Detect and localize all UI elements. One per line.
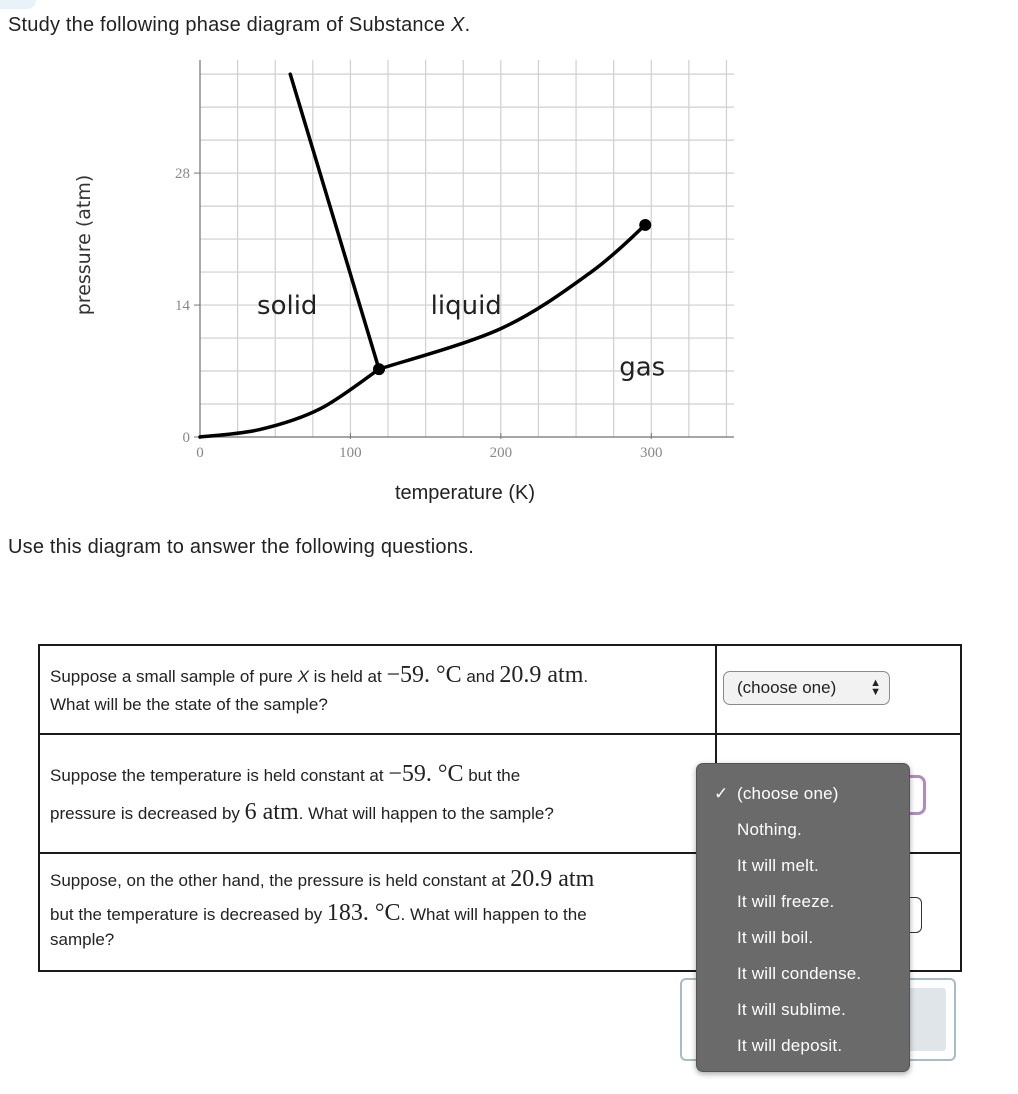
triple-point	[373, 363, 385, 375]
x-axis-label: temperature (K)	[394, 482, 536, 504]
question-1-text: Suppose a small sample of pure X is held at −59. °C and 20.9 atm. What will be the state of the sample?	[50, 661, 589, 714]
select-updown-icon: ▲ ▼	[870, 677, 881, 698]
critical-point	[639, 219, 651, 231]
x-tick-label: 300	[640, 445, 663, 461]
state-select-value: (choose one)	[737, 678, 837, 697]
state-select[interactable]	[723, 671, 890, 705]
y-tick-label: 0	[182, 430, 190, 446]
y-tick-label: 28	[175, 166, 190, 183]
chart-curves	[200, 74, 645, 437]
region-label-liquid: liquid	[430, 291, 502, 322]
chart-ticks	[175, 166, 666, 461]
dropdown-option-nothing[interactable]: Nothing.	[737, 820, 802, 839]
dropdown-option-boil[interactable]: It will boil.	[737, 928, 814, 947]
dropdown-option-freeze[interactable]: It will freeze.	[737, 892, 835, 911]
region-label-gas: gas	[619, 352, 666, 383]
instructions-text: Use this diagram to answer the following questions.	[8, 536, 474, 558]
dropdown-option-condense[interactable]: It will condense.	[737, 964, 862, 983]
region-label-solid: solid	[257, 291, 318, 322]
y-tick-label: 14	[175, 298, 190, 315]
dropdown-option-deposit[interactable]: It will deposit.	[737, 1036, 843, 1055]
question-2-text: Suppose the temperature is held constant at −59. °C but the pressure is decreased by 6 atm. What will happen to the sample?	[50, 760, 554, 825]
dropdown-option-melt[interactable]: It will melt.	[737, 856, 819, 875]
question-3-text: Suppose, on the other hand, the pressure is held constant at 20.9 atm but the temperature is decreased by 183. °C. What will happen to the sample?	[50, 865, 595, 949]
corner-tab	[0, 0, 36, 9]
phase-diagram	[0, 40, 760, 510]
checkmark-icon: ✓	[714, 784, 729, 803]
x-tick-label: 100	[339, 445, 362, 461]
vaporization-curve	[379, 225, 645, 369]
x-tick-label: 0	[196, 445, 204, 461]
x-tick-label: 200	[489, 445, 513, 461]
y-axis-label: pressure (atm)	[73, 174, 95, 316]
dropdown-option-choose-one[interactable]: ✓ (choose one)	[697, 776, 909, 812]
dropdown-option-sublime[interactable]: It will sublime.	[737, 1000, 847, 1019]
intro-text: Study the following phase diagram of Substance X.	[8, 14, 471, 36]
sublimation-curve	[200, 369, 379, 437]
chart-points	[373, 219, 651, 375]
melting-curve	[290, 74, 379, 369]
change-dropdown-menu[interactable]	[696, 763, 910, 1072]
